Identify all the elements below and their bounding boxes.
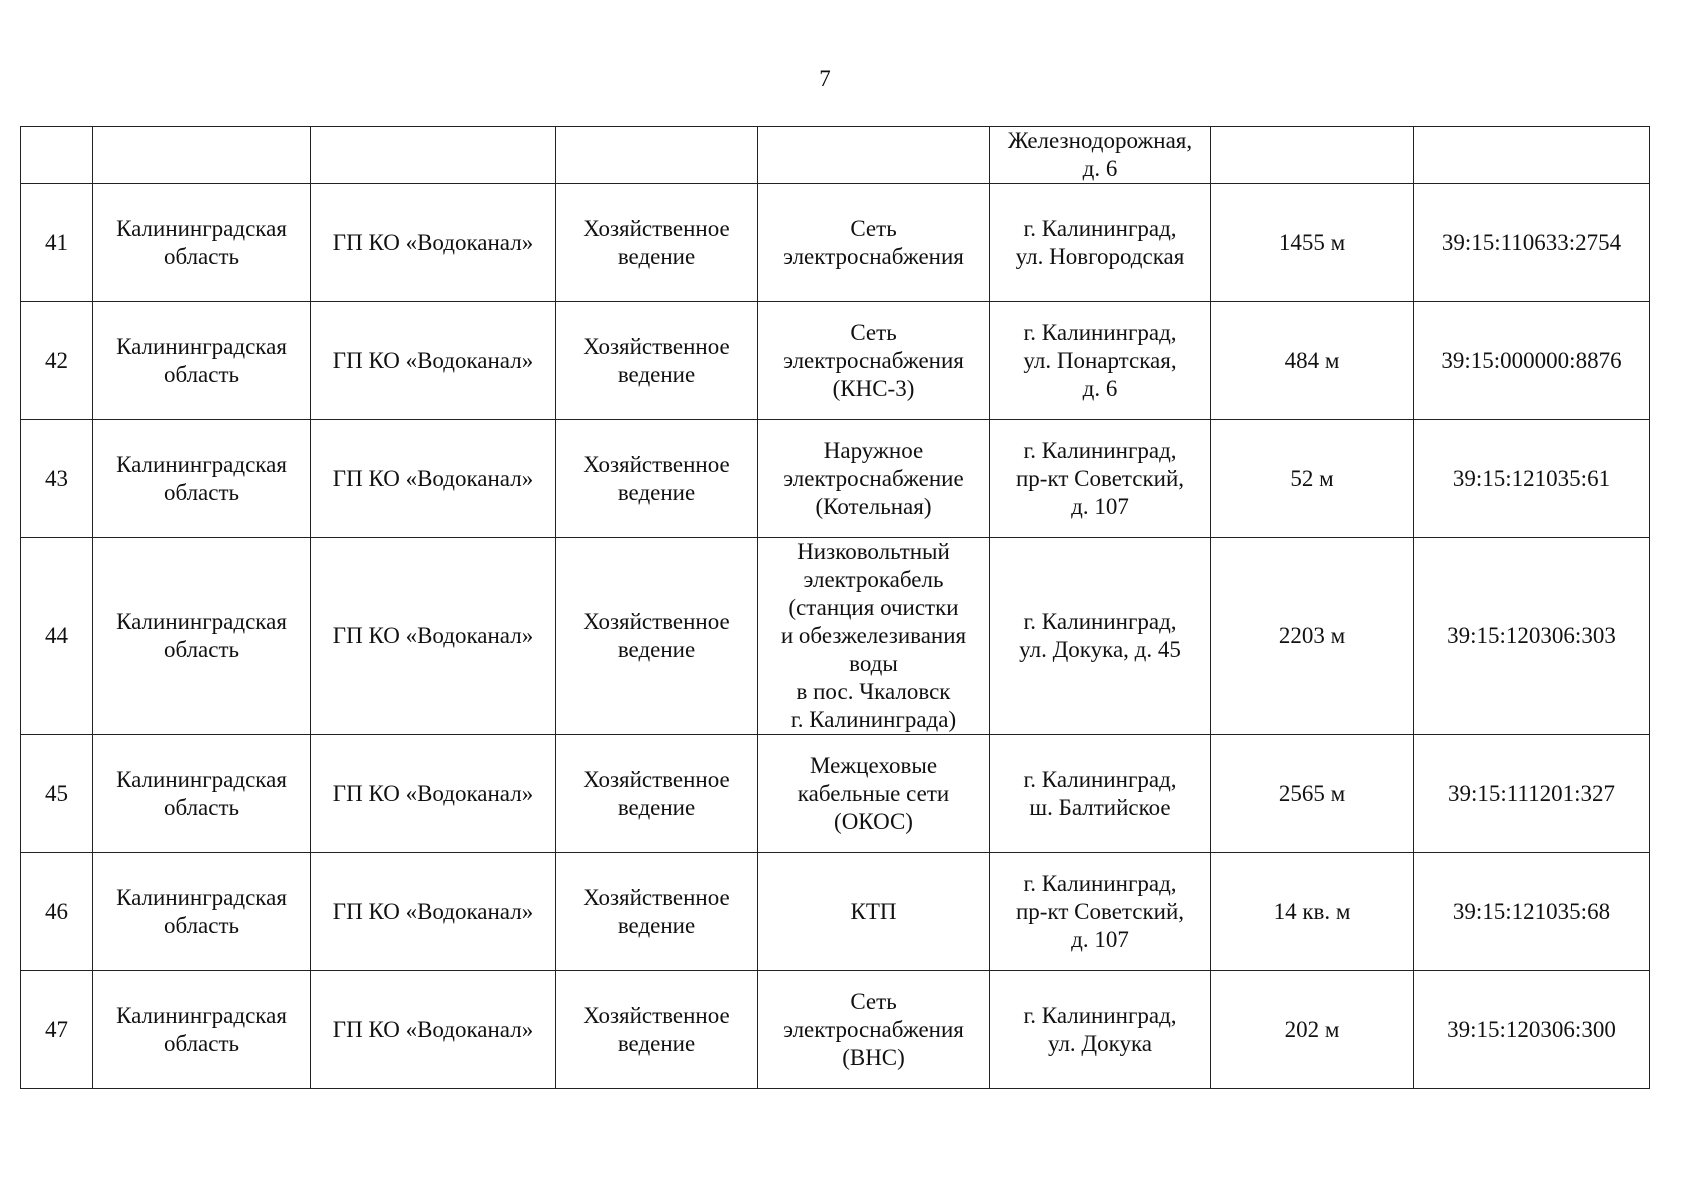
cell-object: Наружное электроснабжение (Котельная): [758, 420, 990, 538]
cell-holder: ГП КО «Водоканал»: [311, 735, 556, 853]
table-row: [21, 184, 1650, 302]
cell-num: 47: [21, 971, 93, 1089]
cell-object: Низковольтный электрокабель (станция очистки и обезжелезивания воды в пос. Чкаловск г. Калининграда): [758, 538, 990, 735]
cell-address: г. Калининград, ул. Докука: [990, 971, 1211, 1089]
cell-object: Сеть электроснабжения (ВНС): [758, 971, 990, 1089]
table-row: [21, 420, 1650, 538]
cell-num: 46: [21, 853, 93, 971]
cell-size: [1211, 127, 1414, 184]
cell-region: Калининградская область: [93, 971, 311, 1089]
cell-right: Хозяйственное ведение: [556, 853, 758, 971]
cell-cadastral: [1414, 127, 1650, 184]
cell-size: 1455 м: [1211, 184, 1414, 302]
table-row: [21, 853, 1650, 971]
cell-object: КТП: [758, 853, 990, 971]
cell-num: [21, 127, 93, 184]
cell-size: 202 м: [1211, 971, 1414, 1089]
page-number: 7: [819, 66, 831, 91]
cell-num: 43: [21, 420, 93, 538]
cell-region: Калининградская область: [93, 184, 311, 302]
cell-holder: [311, 127, 556, 184]
cell-holder: ГП КО «Водоканал»: [311, 420, 556, 538]
table-row: [21, 538, 1650, 735]
cell-right: [556, 127, 758, 184]
cell-cadastral: 39:15:120306:300: [1414, 971, 1650, 1089]
cell-address: г. Калининград, ш. Балтийское: [990, 735, 1211, 853]
cell-region: Калининградская область: [93, 735, 311, 853]
cell-address: г. Калининград, ул. Докука, д. 45: [990, 538, 1211, 735]
cell-num: 44: [21, 538, 93, 735]
cell-right: Хозяйственное ведение: [556, 420, 758, 538]
cell-cadastral: 39:15:121035:68: [1414, 853, 1650, 971]
cell-region: Калининградская область: [93, 302, 311, 420]
cell-cadastral: 39:15:111201:327: [1414, 735, 1650, 853]
cell-address: г. Калининград, пр-кт Советский, д. 107: [990, 420, 1211, 538]
cell-right: Хозяйственное ведение: [556, 302, 758, 420]
cell-cadastral: 39:15:120306:303: [1414, 538, 1650, 735]
cell-object: Межцеховые кабельные сети (ОКОС): [758, 735, 990, 853]
cell-num: 41: [21, 184, 93, 302]
cell-region: Калининградская область: [93, 420, 311, 538]
property-registry-table: [20, 126, 1650, 1089]
cell-size: 52 м: [1211, 420, 1414, 538]
cell-size: 2565 м: [1211, 735, 1414, 853]
cell-address: г. Калининград, ул. Понартская, д. 6: [990, 302, 1211, 420]
table-row-continued: [21, 127, 1650, 184]
cell-region: Калининградская область: [93, 853, 311, 971]
cell-region: [93, 127, 311, 184]
cell-address: г. Калининград, ул. Новгородская: [990, 184, 1211, 302]
cell-address: Железнодорожная, д. 6: [990, 127, 1211, 184]
cell-right: Хозяйственное ведение: [556, 184, 758, 302]
cell-right: Хозяйственное ведение: [556, 971, 758, 1089]
cell-object: Сеть электроснабжения: [758, 184, 990, 302]
cell-right: Хозяйственное ведение: [556, 538, 758, 735]
cell-holder: ГП КО «Водоканал»: [311, 302, 556, 420]
cell-num: 45: [21, 735, 93, 853]
cell-cadastral: 39:15:121035:61: [1414, 420, 1650, 538]
cell-cadastral: 39:15:110633:2754: [1414, 184, 1650, 302]
cell-region: Калининградская область: [93, 538, 311, 735]
cell-size: 2203 м: [1211, 538, 1414, 735]
cell-size: 484 м: [1211, 302, 1414, 420]
table-body: [21, 127, 1650, 1089]
cell-holder: ГП КО «Водоканал»: [311, 971, 556, 1089]
cell-num: 42: [21, 302, 93, 420]
cell-object: [758, 127, 990, 184]
table-row: [21, 302, 1650, 420]
table-row: [21, 971, 1650, 1089]
cell-object: Сеть электроснабжения (КНС-3): [758, 302, 990, 420]
table-row: [21, 735, 1650, 853]
cell-address: г. Калининград, пр-кт Советский, д. 107: [990, 853, 1211, 971]
cell-holder: ГП КО «Водоканал»: [311, 853, 556, 971]
cell-right: Хозяйственное ведение: [556, 735, 758, 853]
cell-size: 14 кв. м: [1211, 853, 1414, 971]
cell-cadastral: 39:15:000000:8876: [1414, 302, 1650, 420]
cell-holder: ГП КО «Водоканал»: [311, 184, 556, 302]
cell-holder: ГП КО «Водоканал»: [311, 538, 556, 735]
